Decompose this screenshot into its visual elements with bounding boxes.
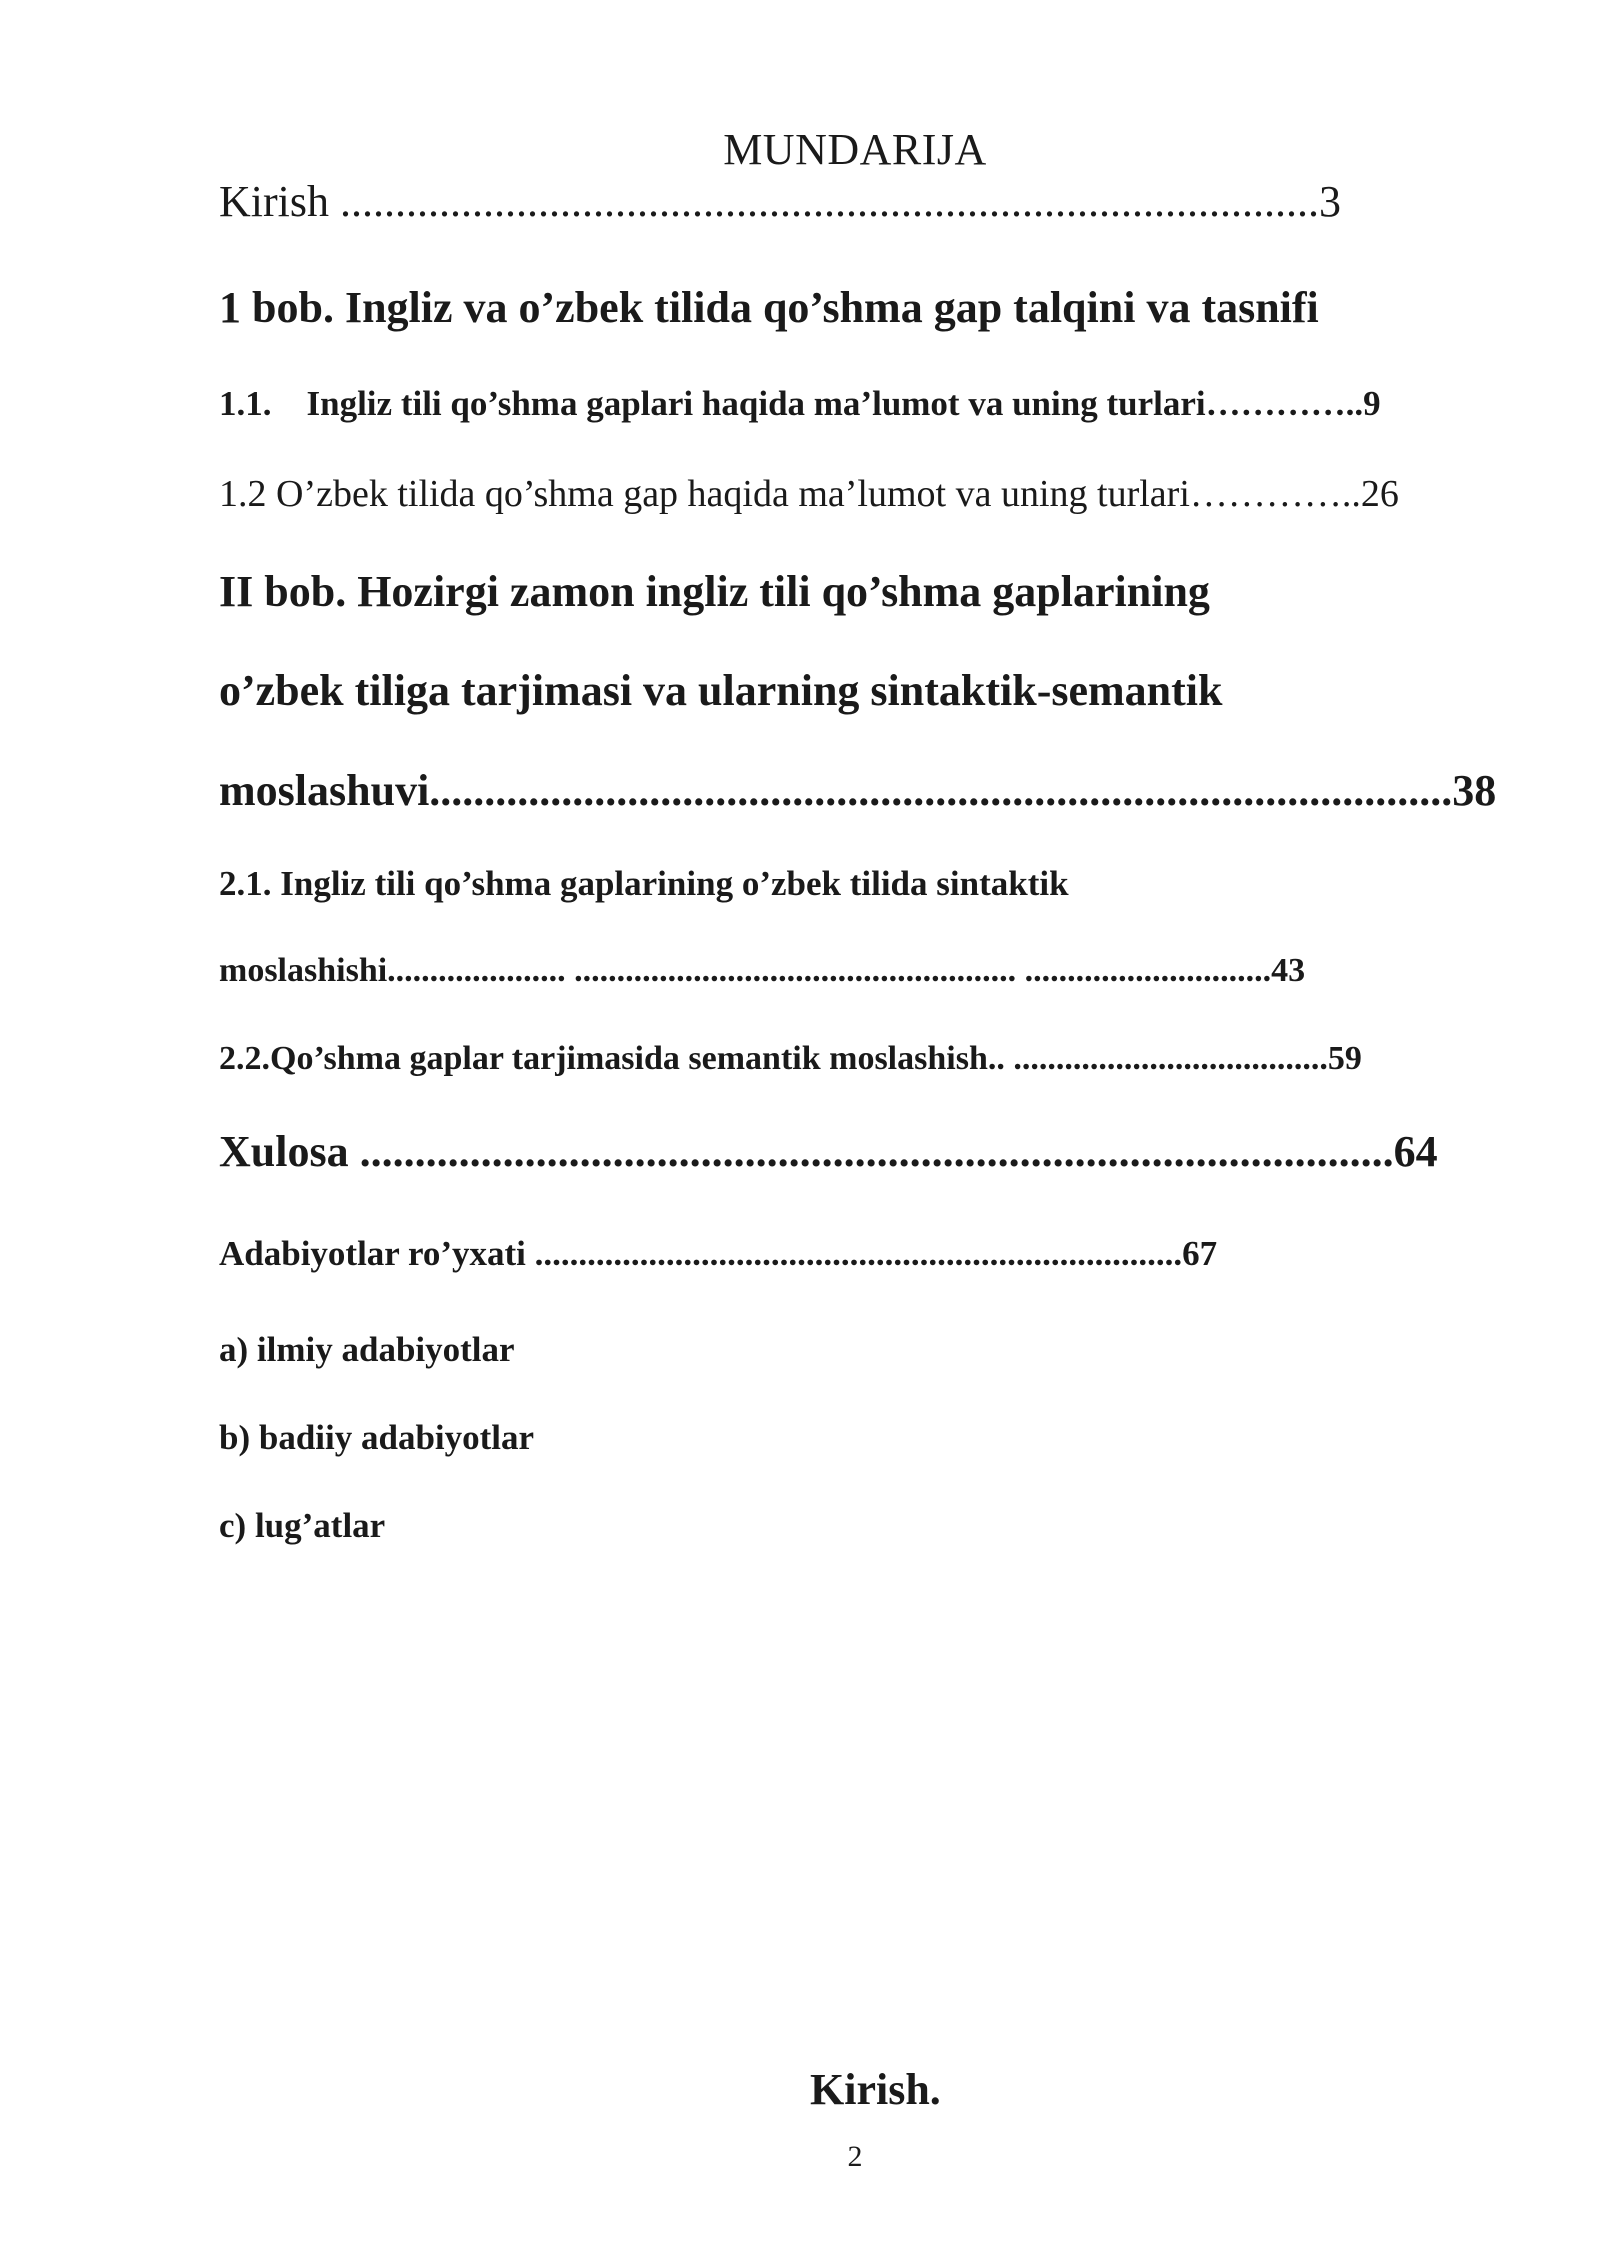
toc-references: Adabiyotlar ro’yxati ..........................................................................67 (219, 1234, 1218, 1273)
toc-reference-c: c) lug’atlar (219, 1506, 386, 1545)
toc-chapter-1: 1 bob. Ingliz va o’zbek tilida qo’shma gap talqini va tasnifi (219, 283, 1319, 332)
toc-chapter-2-line-1: II bob. Hozirgi zamon ingliz tili qo’shma gaplarining (219, 567, 1210, 616)
toc-section-1-2: 1.2 O’zbek tilida qo’shma gap haqida ma’lumot va uning turlari…………..26 (219, 473, 1399, 515)
next-section-heading: Kirish. (810, 2065, 941, 2114)
toc-conclusion: Xulosa ..............................................................................................64 (219, 1127, 1438, 1176)
toc-section-1-1: 1.1. Ingliz tili qo’shma gaplari haqida ma’lumot va uning turlari…………..9 (219, 384, 1381, 423)
toc-chapter-2-line-2: o’zbek tiliga tarjimasi va ularning sintaktik-semantik (219, 666, 1223, 715)
toc-reference-b: b) badiiy adabiyotlar (219, 1418, 535, 1457)
toc-chapter-2-line-3: moslashuvi.............................................................................................38 (219, 766, 1497, 815)
toc-section-2-1-line-2: moslashishi..................... .................................................... .............................43 (219, 952, 1306, 989)
page-number: 2 (847, 2140, 863, 2173)
toc-reference-a: a) ilmiy adabiyotlar (219, 1330, 515, 1369)
toc-section-2-1-line-1: 2.1. Ingliz tili qo’shma gaplarining o’zbek tilida sintaktik (219, 864, 1069, 903)
page-title: MUNDARIJA (723, 125, 987, 174)
toc-section-2-2: 2.2.Qo’shma gaplar tarjimasida semantik moslashish.. .....................................59 (219, 1040, 1362, 1077)
toc-entry-intro: Kirish .........................................................................................3 (219, 177, 1341, 226)
